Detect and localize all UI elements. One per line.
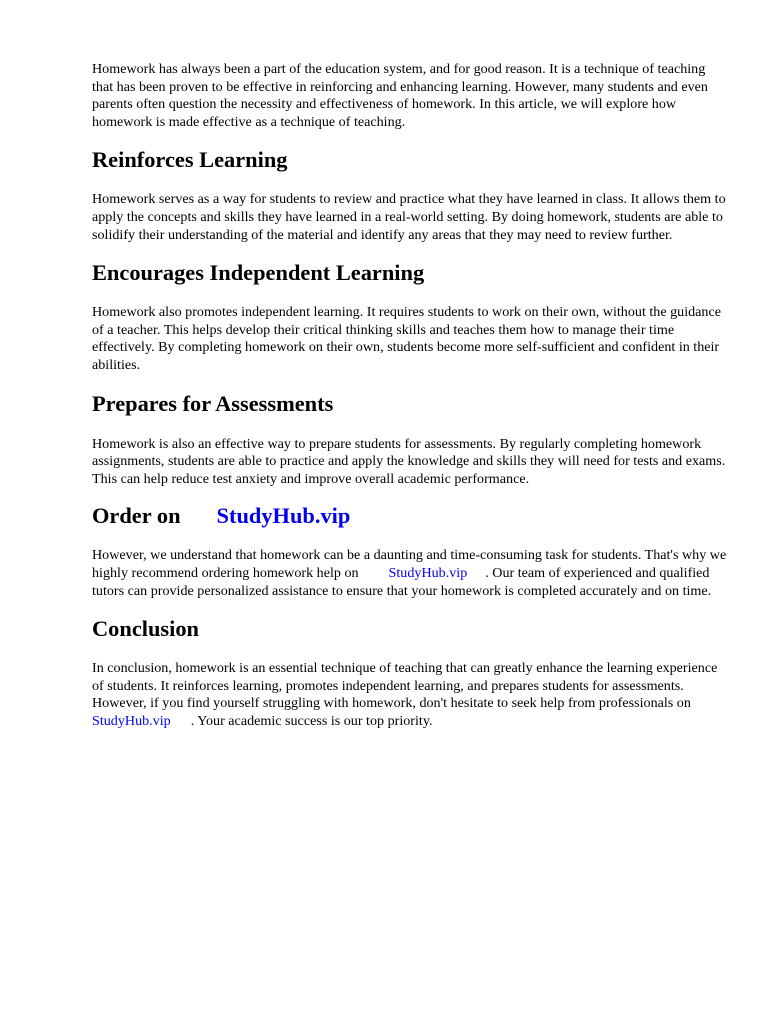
- studyhub-conclusion-link[interactable]: StudyHub.vip: [92, 712, 171, 729]
- paragraph-prepares-assessments: Homework is also an effective way to prepare students for assessments. By regularly completing homework assignments, students are able to practice and apply the knowledge and skills they will need for tests and exams. This can help reduce test anxiety and improve overall academic performance.: [92, 435, 726, 487]
- order-heading-prefix: Order on: [92, 503, 181, 529]
- order-text-after: . Our team of experienced and qualified tutors can provide personalized assistance to ensure that your homework is completed accurately and on time.: [92, 564, 712, 599]
- intro-paragraph: Homework has always been a part of the education system, and for good reason. It is a technique of teaching that has been proven to be effective in reinforcing and enhancing learning. However, many students and even parents often question the necessity and effectiveness of homework. In this article, we will explore how homework is made effective as a technique of teaching.: [92, 61, 708, 130]
- heading-prepares-assessments: Prepares for Assessments: [92, 390, 334, 416]
- paragraph-order: [92, 547, 728, 600]
- conclusion-text-before: In conclusion, homework is an essential technique of teaching that can greatly enhance the learning experience of students. It reinforces learning, promotes independent learning, and prepares students for assessments. However, if you find yourself struggling with homework, don't hesitate to seek help from professionals on: [92, 660, 718, 712]
- studyhub-heading-link[interactable]: StudyHub.vip: [216, 503, 351, 529]
- heading-reinforces-learning: Reinforces Learning: [92, 147, 288, 173]
- conclusion-text-after: . Your academic success is our top priority.: [190, 712, 433, 729]
- heading-order: [92, 502, 728, 530]
- studyhub-order-link[interactable]: StudyHub.vip: [388, 564, 468, 581]
- document-page: [92, 61, 728, 730]
- heading-independent-learning: Encourages Independent Learning: [92, 260, 425, 286]
- paragraph-reinforces-learning: Homework serves as a way for students to review and practice what they have learned in class. It allows them to apply the concepts and skills they have learned in a real-world setting. By doing homework, students are able to solidify their understanding of the material and identify any areas that they may need to review further.: [92, 191, 726, 243]
- paragraph-independent-learning: Homework also promotes independent learning. It requires students to work on their own, without the guidance of a teacher. This helps develop their critical thinking skills and teaches them how to manage their time effectively. By completing homework on their own, students become more self-sufficient and confident in their abilities.: [92, 304, 721, 373]
- paragraph-conclusion: [92, 660, 728, 730]
- heading-conclusion: Conclusion: [92, 616, 200, 642]
- order-text-before: However, we understand that homework can be a daunting and time-consuming task for students. That's why we highly recommend ordering homework help on: [92, 547, 727, 581]
